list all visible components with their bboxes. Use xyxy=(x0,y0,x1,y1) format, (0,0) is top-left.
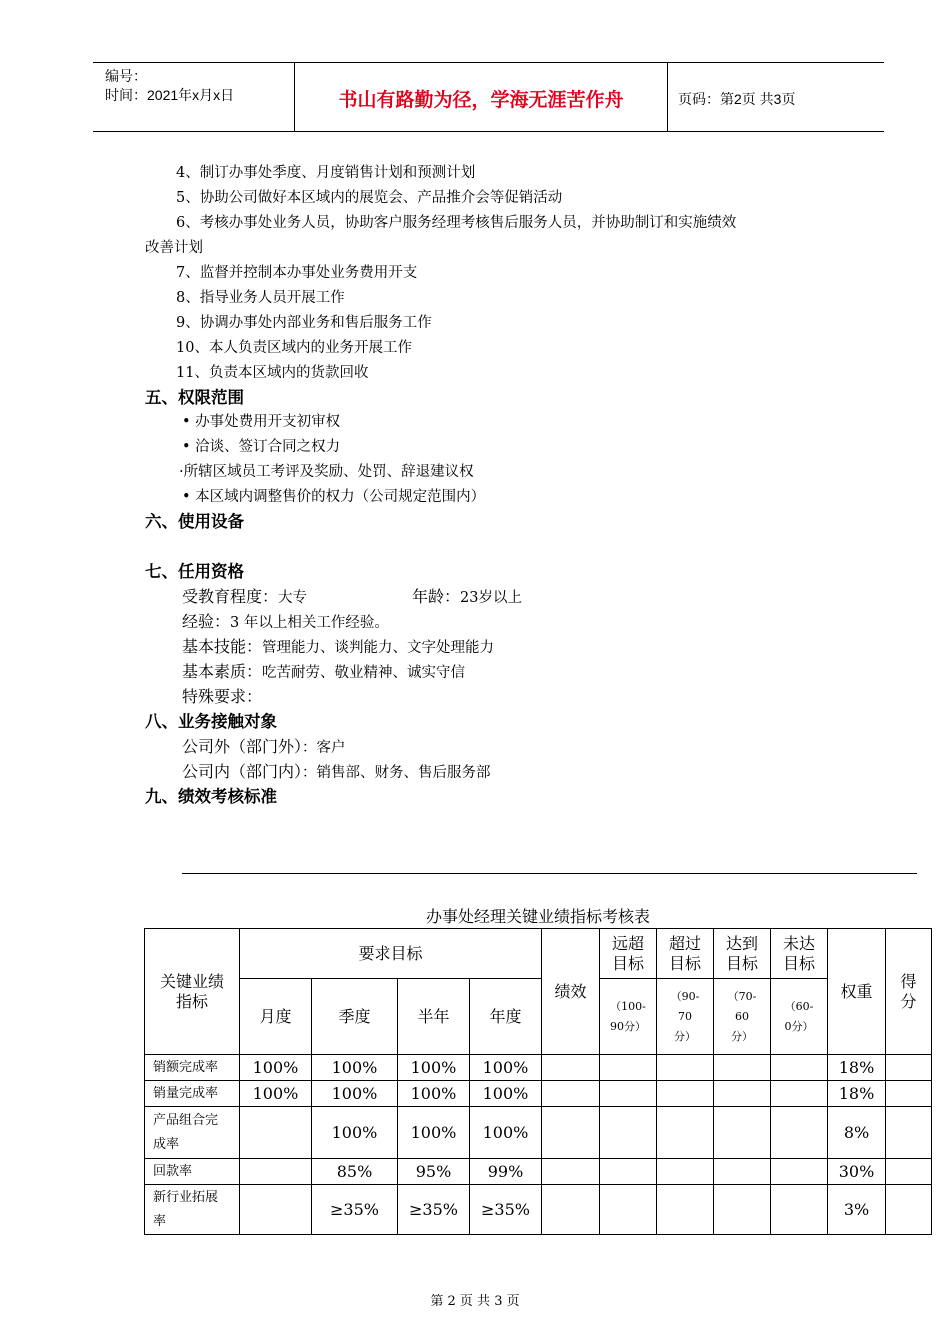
empty-cell xyxy=(600,1081,657,1107)
table-row xyxy=(145,1055,932,1081)
grade-header-meet: 达到 目标 xyxy=(714,929,771,979)
empty-cell xyxy=(771,1185,828,1235)
period-header-month: 月度 xyxy=(240,979,312,1055)
empty-cell xyxy=(657,1081,714,1107)
score-column-header: 得 分 xyxy=(886,929,932,1055)
weight-cell: 18% xyxy=(828,1055,886,1081)
target-cell: ≥35% xyxy=(398,1185,470,1235)
empty-cell xyxy=(771,1107,828,1159)
grade-range-meet: （70- 60 分） xyxy=(714,979,771,1055)
header-motto: 书山有路勤为径，学海无涯苦作舟 xyxy=(338,89,624,111)
skills-value: 管理能力、谈判能力、文字处理能力 xyxy=(262,640,495,656)
grade-range-above: （90- 70 分） xyxy=(657,979,714,1055)
target-column-header: 要求目标 xyxy=(240,929,542,979)
special-requirements-line xyxy=(182,684,262,707)
document-number-label: 编号： xyxy=(105,68,147,84)
header-meta xyxy=(105,67,234,105)
empty-cell xyxy=(657,1185,714,1235)
external-contacts-label: 公司外（部门外） xyxy=(182,737,303,756)
section-heading-equipment: 六、使用设备 xyxy=(145,512,244,531)
authority-item: • 办事处费用开支初审权 xyxy=(182,414,341,430)
target-cell: 100% xyxy=(398,1081,470,1107)
authority-item: • 本区域内调整售价的权力（公司规定范围内） xyxy=(182,489,486,505)
target-cell: 100% xyxy=(240,1081,312,1107)
empty-cell xyxy=(771,1055,828,1081)
empty-cell xyxy=(600,1055,657,1081)
target-cell: 100% xyxy=(470,1055,542,1081)
target-cell: 100% xyxy=(398,1107,470,1159)
performance-column-header: 绩效 xyxy=(542,929,600,1055)
duty-item: 8、指导业务人员开展工作 xyxy=(176,290,345,306)
experience-label: 经验： xyxy=(182,612,231,631)
experience-value: 3 年以上相关工作经验。 xyxy=(230,615,389,631)
weight-cell: 8% xyxy=(828,1107,886,1159)
education-line xyxy=(182,584,307,607)
weight-cell: 30% xyxy=(828,1159,886,1185)
table-row xyxy=(145,1081,932,1107)
age-line xyxy=(412,584,522,607)
duty-item: 7、监督并控制本办事处业务费用开支 xyxy=(176,265,418,281)
duty-item-continuation: 改善计划 xyxy=(145,240,203,256)
table-row xyxy=(145,1159,932,1185)
external-contacts-line xyxy=(182,734,346,757)
target-cell: 100% xyxy=(312,1107,398,1159)
target-cell: 85% xyxy=(312,1159,398,1185)
kpi-column-header: 关键业绩 指标 xyxy=(145,929,240,1055)
grade-header-above: 超过 目标 xyxy=(657,929,714,979)
duty-item: 11、负责本区域内的货款回收 xyxy=(176,365,369,381)
section-heading-contacts: 八、业务接触对象 xyxy=(145,712,277,731)
internal-contacts-value: ：销售部、财务、售后服务部 xyxy=(302,765,491,781)
empty-cell xyxy=(600,1159,657,1185)
page-footer: 第 2 页 共 3 页 xyxy=(430,1294,520,1309)
quality-label: 基本素质： xyxy=(182,662,263,681)
kpi-label: 销额完成率 xyxy=(145,1055,240,1081)
target-cell: 100% xyxy=(470,1081,542,1107)
kpi-label: 新行业拓展 率 xyxy=(145,1185,240,1235)
kpi-assessment-table xyxy=(144,928,932,1235)
empty-cell xyxy=(771,1159,828,1185)
special-requirements-label: 特殊要求： xyxy=(182,687,263,706)
external-contacts-value: ：客户 xyxy=(302,740,346,756)
authority-item: • 洽谈、签订合同之权力 xyxy=(182,439,341,455)
quality-line xyxy=(182,659,465,682)
age-value: 23岁以上 xyxy=(460,590,522,606)
target-cell xyxy=(240,1159,312,1185)
empty-cell xyxy=(542,1185,600,1235)
target-cell: 100% xyxy=(470,1107,542,1159)
weight-cell: 3% xyxy=(828,1185,886,1235)
target-cell: 100% xyxy=(312,1081,398,1107)
kpi-label: 销量完成率 xyxy=(145,1081,240,1107)
authority-item: ·所辖区域员工考评及奖励、处罚、辞退建议权 xyxy=(179,464,474,480)
duty-item: 9、协调办事处内部业务和售后服务工作 xyxy=(176,315,432,331)
target-cell: 100% xyxy=(240,1055,312,1081)
period-header-year: 年度 xyxy=(470,979,542,1055)
score-cell xyxy=(886,1107,932,1159)
education-value: 大专 xyxy=(278,590,308,606)
target-cell: ≥35% xyxy=(470,1185,542,1235)
section-heading-performance: 九、绩效考核标准 xyxy=(145,787,277,806)
empty-cell xyxy=(542,1159,600,1185)
table-row xyxy=(145,1185,932,1235)
grade-header-exceed: 远超 目标 xyxy=(600,929,657,979)
duty-item: 10、本人负责区域内的业务开展工作 xyxy=(176,340,412,356)
empty-cell xyxy=(542,1055,600,1081)
empty-cell xyxy=(657,1055,714,1081)
experience-line xyxy=(182,609,389,632)
table-caption: 办事处经理关键业绩指标考核表 xyxy=(425,907,650,926)
target-cell xyxy=(240,1185,312,1235)
empty-cell xyxy=(714,1185,771,1235)
kpi-label: 产品组合完 成率 xyxy=(145,1107,240,1159)
quality-value: 吃苦耐劳、敬业精神、诚实守信 xyxy=(262,665,466,681)
skills-label: 基本技能： xyxy=(182,637,263,656)
empty-cell xyxy=(542,1081,600,1107)
page-header xyxy=(93,62,884,132)
score-cell xyxy=(886,1159,932,1185)
duty-item: 4、制订办事处季度、月度销售计划和预测计划 xyxy=(176,165,476,181)
empty-cell xyxy=(600,1185,657,1235)
target-cell: 100% xyxy=(398,1055,470,1081)
document-time-label: 时间：2021年x月x日 xyxy=(105,87,235,103)
section-heading-authority: 五、权限范围 xyxy=(145,388,244,407)
kpi-label: 回款率 xyxy=(145,1159,240,1185)
education-label: 受教育程度： xyxy=(182,587,279,606)
age-label: 年龄： xyxy=(412,587,461,606)
empty-cell xyxy=(771,1081,828,1107)
weight-column-header: 权重 xyxy=(828,929,886,1055)
empty-cell xyxy=(542,1107,600,1159)
grade-range-exceed: （100- 90分） xyxy=(600,979,657,1055)
duty-item: 6、考核办事处业务人员，协助客户服务经理考核售后服务人员，并协助制订和实施绩效 xyxy=(176,215,737,231)
empty-cell xyxy=(714,1107,771,1159)
score-cell xyxy=(886,1055,932,1081)
grade-header-below: 未达 目标 xyxy=(771,929,828,979)
header-divider xyxy=(667,63,668,131)
empty-cell xyxy=(714,1081,771,1107)
grade-range-below: （60- 0分） xyxy=(771,979,828,1055)
empty-cell xyxy=(714,1055,771,1081)
empty-cell xyxy=(657,1159,714,1185)
empty-cell xyxy=(657,1107,714,1159)
internal-contacts-label: 公司内（部门内） xyxy=(182,762,303,781)
score-cell xyxy=(886,1081,932,1107)
target-cell xyxy=(240,1107,312,1159)
period-header-half-year: 半年 xyxy=(398,979,470,1055)
target-cell: ≥35% xyxy=(312,1185,398,1235)
section-divider xyxy=(182,873,917,874)
target-cell: 99% xyxy=(470,1159,542,1185)
empty-cell xyxy=(600,1107,657,1159)
target-cell: 95% xyxy=(398,1159,470,1185)
period-header-quarter: 季度 xyxy=(312,979,398,1055)
section-heading-qualifications: 七、任用资格 xyxy=(145,562,244,581)
table-row xyxy=(145,1107,932,1159)
target-cell: 100% xyxy=(312,1055,398,1081)
skills-line xyxy=(182,634,494,657)
internal-contacts-line xyxy=(182,759,491,782)
duty-item: 5、协助公司做好本区域内的展览会、产品推介会等促销活动 xyxy=(176,190,563,206)
score-cell xyxy=(886,1185,932,1235)
weight-cell: 18% xyxy=(828,1081,886,1107)
empty-cell xyxy=(714,1159,771,1185)
header-page-number: 页码：第2页 共3页 xyxy=(678,91,796,107)
